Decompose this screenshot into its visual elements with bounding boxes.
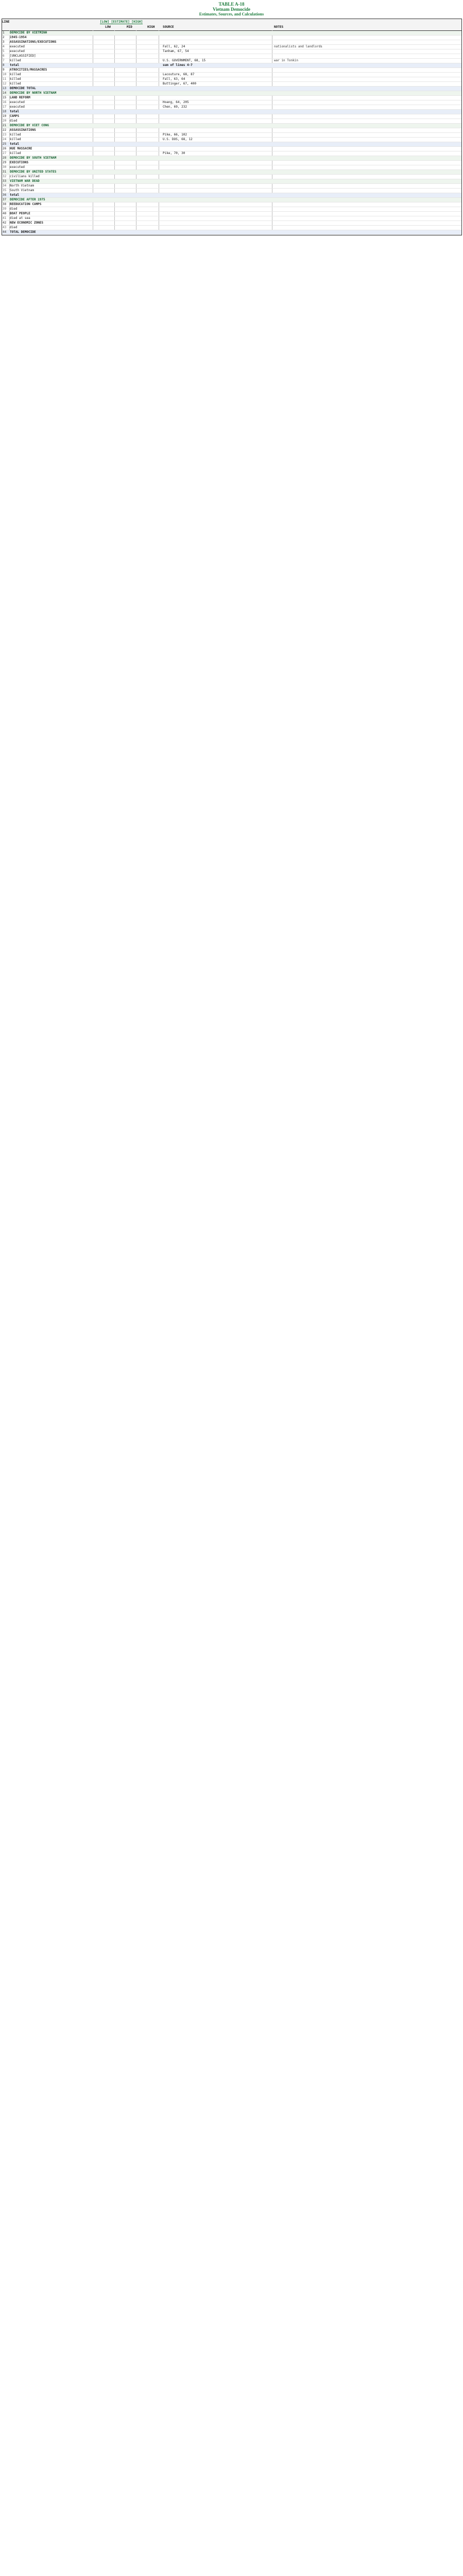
table-row bbox=[2, 133, 461, 138]
line-number-cell: 36 bbox=[3, 193, 7, 197]
table-row bbox=[2, 226, 461, 230]
label-cell: LAND REFORM bbox=[10, 96, 30, 99]
table-row bbox=[2, 124, 461, 128]
label-cell: DEMOCIDE BY UNITED STATES bbox=[10, 170, 57, 174]
line-number-cell: 3 bbox=[3, 40, 5, 44]
label-cell: died at sea bbox=[10, 216, 30, 220]
label-cell: executed bbox=[10, 45, 25, 48]
label-cell: DEMOCIDE BY VIET CONG bbox=[10, 124, 49, 127]
label-cell: executed bbox=[10, 100, 25, 104]
label-cell: DEMOCIDE BY SOUTH VIETNAM bbox=[10, 156, 57, 160]
line-number-cell: 17 bbox=[3, 105, 7, 109]
source-cell: Lacouture, 68, 87 bbox=[163, 73, 195, 76]
table-row bbox=[2, 184, 461, 189]
label-cell: died bbox=[10, 207, 18, 211]
line-number-cell: 23 bbox=[3, 133, 7, 137]
label-cell: total bbox=[10, 193, 20, 197]
line-number-cell: 25 bbox=[3, 142, 7, 146]
table-row bbox=[2, 138, 461, 142]
table-row bbox=[2, 114, 461, 119]
line-number-cell: 14 bbox=[3, 91, 7, 95]
line-number-cell: 1 bbox=[3, 31, 5, 35]
label-cell: DEMOCIDE BY NORTH VIETNAM bbox=[10, 91, 57, 95]
line-number-cell: 7 bbox=[3, 59, 5, 62]
table-row bbox=[2, 63, 461, 68]
table-row bbox=[2, 40, 461, 45]
label-cell: killed bbox=[10, 138, 21, 141]
table-row bbox=[2, 207, 461, 212]
label-cell: CAMPS bbox=[10, 114, 20, 118]
table-row bbox=[2, 73, 461, 77]
table-row bbox=[2, 161, 461, 165]
line-number-cell: 10 bbox=[3, 73, 7, 76]
source-cell: U.S. GOVERNMENT, 68, 15 bbox=[163, 59, 206, 62]
table-row bbox=[2, 165, 461, 170]
source-cell: Fall, 62, 24 bbox=[163, 45, 185, 48]
table-title: Vietnam Democide bbox=[213, 7, 250, 12]
line-number-cell: 31 bbox=[3, 170, 7, 174]
table-row bbox=[2, 216, 461, 221]
line-number-cell: 39 bbox=[3, 207, 7, 211]
line-number-cell: 19 bbox=[3, 114, 7, 118]
table-body bbox=[2, 31, 461, 235]
label-cell: EXECUTIONS bbox=[10, 161, 29, 164]
notes-cell: nationalists and landlords bbox=[274, 45, 322, 48]
label-cell: NEW ECONOMIC ZONES bbox=[10, 221, 44, 225]
line-number-cell: 37 bbox=[3, 198, 7, 201]
line-number-cell: 42 bbox=[3, 221, 7, 225]
label-cell: [UNCLASSIFIED] bbox=[10, 54, 36, 58]
line-number-cell: 18 bbox=[3, 110, 7, 113]
table-subtitle: Estimates, Sources, and Calculations bbox=[199, 12, 264, 16]
table-row bbox=[2, 212, 461, 216]
line-number-cell: 41 bbox=[3, 216, 7, 220]
table-row bbox=[2, 59, 461, 63]
table-row bbox=[2, 100, 461, 105]
table-row bbox=[2, 147, 461, 151]
table-row bbox=[2, 189, 461, 193]
line-number-cell: 44 bbox=[3, 230, 7, 234]
source-cell: Buttinger, 67, 400 bbox=[163, 82, 197, 86]
line-number-cell: 8 bbox=[3, 63, 5, 67]
line-number-cell: 26 bbox=[3, 147, 7, 150]
line-number-cell: 30 bbox=[3, 165, 7, 169]
label-cell: DEMOCIDE AFTER 1975 bbox=[10, 198, 45, 201]
label-cell: killed bbox=[10, 151, 21, 155]
table-row bbox=[2, 193, 461, 198]
source-cell: Chen, 69, 232 bbox=[163, 105, 187, 109]
line-header: LINE bbox=[2, 20, 10, 24]
source-cell: Pike, 66, 102 bbox=[163, 133, 187, 137]
low-header: LOW bbox=[105, 25, 111, 29]
table-row bbox=[2, 198, 461, 202]
label-cell: ASSASSINATIONS/EXECUTIONS bbox=[10, 40, 57, 44]
table-row bbox=[2, 87, 461, 91]
table-row bbox=[2, 156, 461, 161]
label-cell: killed bbox=[10, 77, 21, 81]
label-cell: died bbox=[10, 226, 18, 229]
line-number-cell: 33 bbox=[3, 179, 7, 183]
table-row bbox=[2, 128, 461, 133]
source-cell: Tanham, 67, 54 bbox=[163, 49, 189, 53]
source-cell: Hoang, 64, 205 bbox=[163, 100, 189, 104]
label-cell: VIETNAM WAR DEAD bbox=[10, 179, 40, 183]
label-cell: killed bbox=[10, 82, 21, 86]
label-cell: ATROCITIES/MASSACRES bbox=[10, 68, 47, 72]
label-cell: killed bbox=[10, 59, 21, 62]
line-number-cell: 35 bbox=[3, 189, 7, 192]
line-number-cell: 15 bbox=[3, 96, 7, 99]
label-cell: HUE MASSACRE bbox=[10, 147, 32, 150]
line-number-cell: 29 bbox=[3, 161, 7, 164]
table-row bbox=[2, 96, 461, 100]
label-cell: civilians killed bbox=[10, 175, 40, 178]
label-cell: killed bbox=[10, 133, 21, 137]
line-number-cell: 20 bbox=[3, 119, 7, 123]
data-table bbox=[2, 19, 462, 235]
label-cell: North Vietnam bbox=[10, 184, 34, 188]
estimate-group-header: [LOW] [ESTIMATE] [HIGH] bbox=[100, 20, 143, 24]
table-row bbox=[2, 82, 461, 87]
table-row bbox=[2, 119, 461, 124]
table-header bbox=[2, 19, 461, 31]
line-number-cell: 38 bbox=[3, 202, 7, 206]
label-cell: executed bbox=[10, 165, 25, 169]
line-number-cell: 40 bbox=[3, 212, 7, 215]
source-cell: sum of lines 4-7 bbox=[163, 63, 193, 67]
line-number-cell: 4 bbox=[3, 45, 5, 48]
table-row bbox=[2, 142, 461, 147]
table-row bbox=[2, 68, 461, 73]
label-cell: South Vietnam bbox=[10, 189, 34, 192]
line-number-cell: 2 bbox=[3, 36, 5, 39]
label-cell: executed bbox=[10, 105, 25, 109]
label-cell: total bbox=[10, 110, 20, 113]
table-row bbox=[2, 45, 461, 49]
label-cell: TOTAL DEMOCIDE bbox=[10, 230, 36, 234]
label-cell: killed bbox=[10, 73, 21, 76]
line-number-cell: 9 bbox=[3, 68, 5, 72]
line-number-cell: 27 bbox=[3, 151, 7, 155]
source-header: SOURCE bbox=[163, 25, 174, 29]
line-number-cell: 13 bbox=[3, 87, 7, 90]
source-cell: U.S. DOS, 68, 12 bbox=[163, 138, 193, 141]
table-row bbox=[2, 151, 461, 156]
line-number-cell: 21 bbox=[3, 124, 7, 127]
label-cell: DEMOCIDE TOTAL bbox=[10, 87, 36, 90]
table-row bbox=[2, 110, 461, 114]
table-row bbox=[2, 105, 461, 110]
line-number-cell: 12 bbox=[3, 82, 7, 86]
table-row bbox=[2, 179, 461, 184]
table-row bbox=[2, 230, 461, 235]
line-number-cell: 24 bbox=[3, 138, 7, 141]
line-number-cell: 43 bbox=[3, 226, 7, 229]
label-cell: total bbox=[10, 142, 20, 146]
mid-header: MID bbox=[127, 25, 132, 29]
high-header: HIGH bbox=[147, 25, 155, 29]
label-cell: total bbox=[10, 63, 20, 67]
line-number-cell: 11 bbox=[3, 77, 7, 81]
source-cell: Fall, 63, 64 bbox=[163, 77, 185, 81]
line-number-cell: 5 bbox=[3, 49, 5, 53]
table-row bbox=[2, 170, 461, 175]
line-number-cell: 34 bbox=[3, 184, 7, 188]
table-number: TABLE A-18 bbox=[218, 2, 245, 7]
table-row bbox=[2, 91, 461, 96]
line-number-cell: 6 bbox=[3, 54, 5, 58]
table-row bbox=[2, 54, 461, 59]
label-cell: executed bbox=[10, 49, 25, 53]
notes-cell: war in Tonkin bbox=[274, 59, 298, 62]
label-cell: REEDUCATION CAMPS bbox=[10, 202, 42, 206]
table-row bbox=[2, 202, 461, 207]
line-number-cell: 32 bbox=[3, 175, 7, 178]
label-cell: BOAT PEOPLE bbox=[10, 212, 30, 215]
label-cell: died bbox=[10, 119, 18, 123]
line-number-cell: 16 bbox=[3, 100, 7, 104]
table-row bbox=[2, 36, 461, 40]
line-number-cell: 28 bbox=[3, 156, 7, 160]
table-row bbox=[2, 31, 461, 36]
table-row bbox=[2, 49, 461, 54]
label-cell: ASSASSINATIONS bbox=[10, 128, 36, 132]
source-cell: Pike, 70, 30 bbox=[163, 151, 185, 155]
label-cell: 1945-1954 bbox=[10, 36, 27, 39]
table-row bbox=[2, 77, 461, 82]
notes-header: NOTES bbox=[274, 25, 284, 29]
table-row bbox=[2, 175, 461, 179]
table-row bbox=[2, 221, 461, 226]
label-cell: DEMOCIDE BY VIETMINH bbox=[10, 31, 47, 35]
line-number-cell: 22 bbox=[3, 128, 7, 132]
